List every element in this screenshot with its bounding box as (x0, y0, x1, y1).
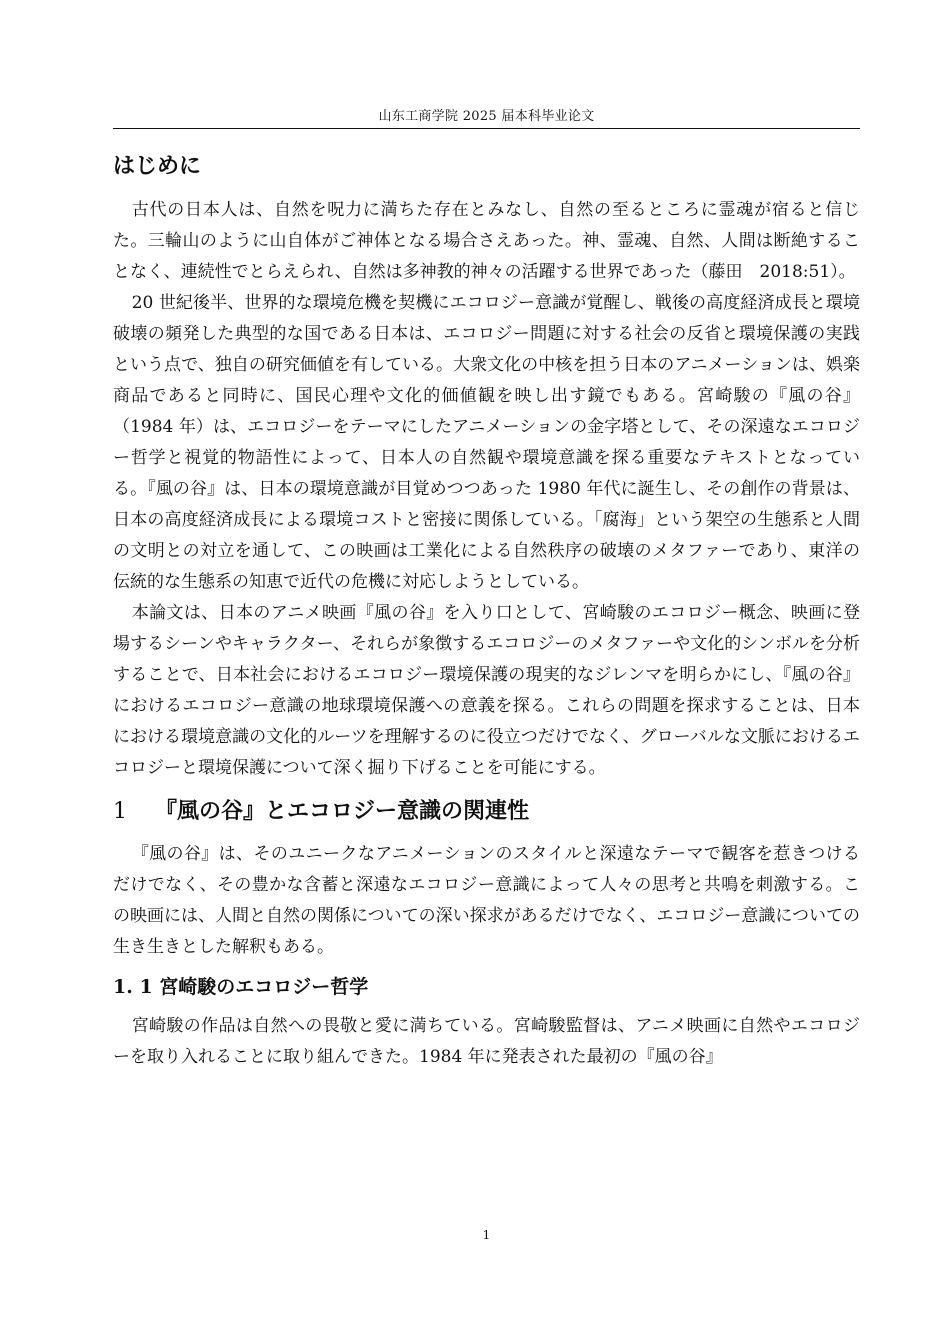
section-1-paragraph-1: 『風の谷』は、そのユニークなアニメーションのスタイルと深遠なテーマで観客を惹きつけるだけでなく、その豊かな含蓄と深遠なエコロジー意識によって人々の思考と共鳴を刺激する。この映画には、人間と自然の関係についての深い探求があるだけでなく、エコロジー意識についての生き生きとした解釈もある。 (113, 844, 860, 957)
intro-heading: はじめに (113, 153, 202, 179)
page-content (113, 143, 860, 1073)
section-1-title: 『風の谷』とエコロジー意識の関連性 (155, 798, 530, 824)
section-1-number: 1 (113, 799, 127, 824)
intro-paragraph-1: 古代の日本人は、自然を呪力に満ちた存在とみなし、自然の至るところに霊魂が宿ると信じた。三輪山のように山自体がご神体となる場合さえあった。神、霊魂、自然、人間は断絶することなく、連続性でとらえられ、自然は多神教的神々の活躍する世界であった（藤田 2018:51）。 (113, 200, 860, 282)
intro-paragraph-3: 本論文は、日本のアニメ映画『風の谷』を入り口として、宮崎駿のエコロジー概念、映画に登場するシーンやキャラクター、それらが象徴するエコロジーのメタファーや文化的シンボルを分析することで、日本社会におけるエコロジー環境保護の現実的なジレンマを明らかにし、『風の谷』におけるエコロジー意識の地球環境保護への意義を探る。これらの問題を探求することは、日本における環境意識の文化的ルーツを理解するのに役立つだけでなく、グローバルな文脈におけるエコロジーと環境保護について深く掘り下げることを可能にする。 (113, 603, 860, 778)
section-1-1-heading: 1. 1 宮崎駿のエコロジー哲学 (113, 976, 369, 998)
running-header: 山东工商学院 2025 届本科毕业论文 (378, 109, 595, 124)
header-rule (113, 128, 860, 129)
section-1-1-paragraph-1: 宮崎駿の作品は自然への畏敬と愛に満ちている。宮崎駿監督は、アニメ映画に自然やエコロジーを取り入れることに取り組んできた。1984 年に発表された最初の『風の谷』 (113, 1016, 860, 1067)
intro-paragraph-2: 20 世紀後半、世界的な環境危機を契機にエコロジー意識が覚醒し、戦後の高度経済成長と環境破壊の頻発した典型的な国である日本は、エコロジー問題に対する社会の反省と環境保護の実践という点で、独自の研究価値を有している。大衆文化の中核を担う日本のアニメーションは、娯楽商品であると同時に、国民心理や文化的価値観を映し出す鏡でもある。宮崎駿の『風の谷』（1984 年）は、エコロジーをテーマにしたアニメーションの金字塔として、その深遠なエコロジー哲学と視覚的物語性によって、日本人の自然観や環境意識を探る重要なテキストとなっている。『風の谷』は、日本の環境意識が目覚めつつあった 1980 年代に誕生し、その創作の背景は、日本の高度経済成長による環境コストと密接に関係している。「腐海」という架空の生態系と人間の文明との対立を通して、この映画は工業化による自然秩序の破壊のメタファーであり、東洋の伝統的な生態系の知恵で近代の危機に対応しようとしている。 (113, 293, 860, 592)
section-1-heading (113, 796, 860, 827)
page-number: 1 (482, 1228, 491, 1242)
